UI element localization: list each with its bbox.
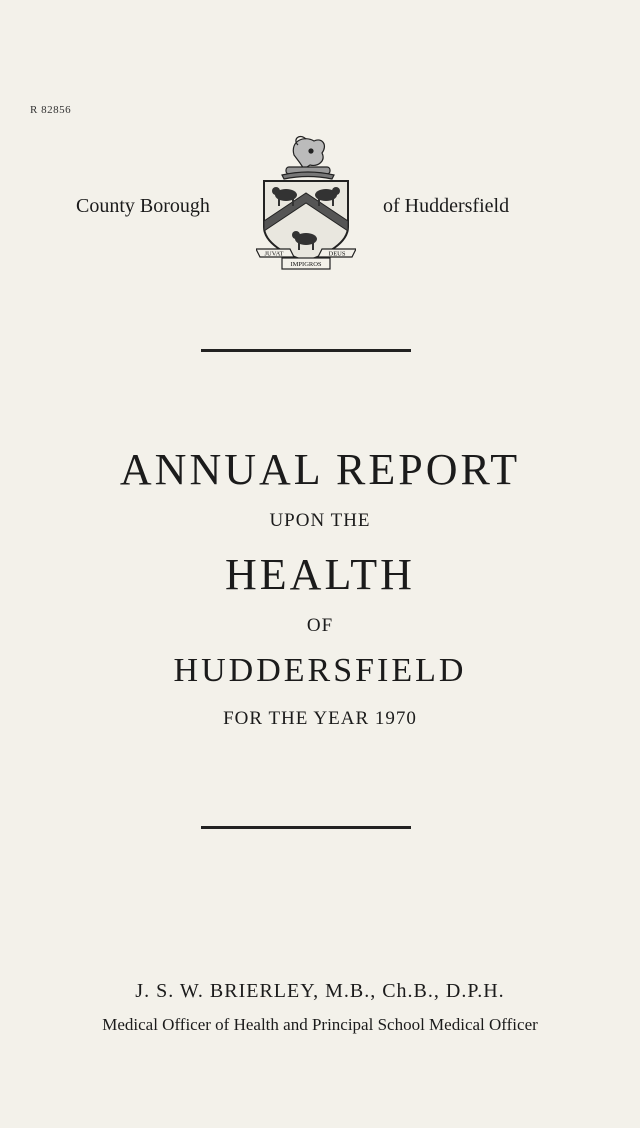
author-role: Medical Officer of Health and Principal School Medical Officer — [102, 1015, 538, 1034]
coat-of-arms-icon — [256, 131, 356, 271]
title-annual-report: ANNUAL REPORT — [119, 445, 521, 494]
title-health: HEALTH — [225, 550, 415, 599]
title-year: FOR THE YEAR 1970 — [223, 708, 417, 729]
crest-motto-right: DEUS — [328, 250, 346, 258]
header-right-text: of Huddersfield — [383, 195, 510, 217]
divider-bottom — [201, 826, 411, 829]
catalog-number: R 82856 — [30, 104, 72, 116]
crest-motto-bottom: IMPIGROS — [290, 261, 322, 268]
author-name: J. S. W. BRIERLEY, M.B., Ch.B., D.P.H. — [135, 980, 505, 1002]
title-huddersfield: HUDDERSFIELD — [173, 652, 467, 689]
crest-motto-left: JUVAT — [264, 250, 284, 258]
title-upon-the: UPON THE — [269, 510, 371, 531]
title-of: OF — [306, 615, 334, 636]
borough-header — [0, 165, 640, 285]
divider-top — [201, 349, 411, 352]
header-left-text: County Borough — [76, 195, 210, 217]
